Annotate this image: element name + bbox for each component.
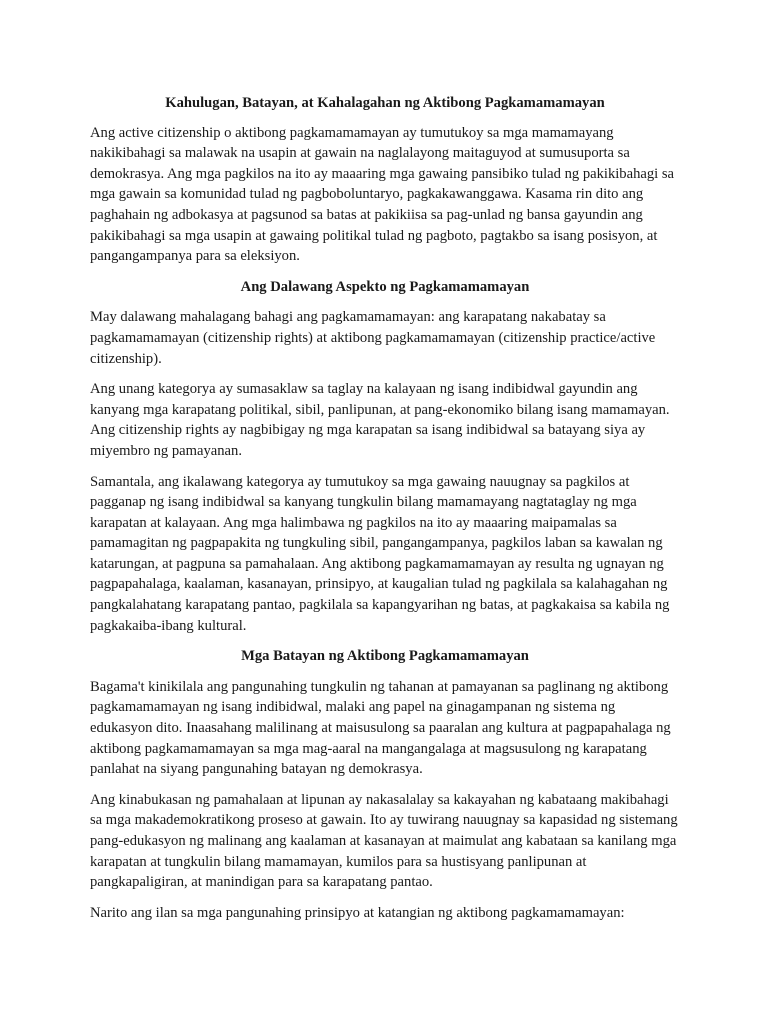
paragraph: May dalawang mahalagang bahagi ang pagkamamamayan: ang karapatang nakabatay sa pagkamamamayan (citizenship rights) at aktibong pagkamamamayan (citizenship practice/active citizenship). [90,309,656,367]
section-heading-batayan: Mga Batayan ng Aktibong Pagkamamamayan [241,648,529,665]
paragraph: Bagama't kinikilala ang pangunahing tungkulin ng tahanan at pamayanan sa paglinang ng aktibong pagkamamamayan ng isang indibidwal, malaki ang papel na ginagampanan ng sistema ng edukasyon dito. Inaasahang malilinang at maisusulong sa paaralan ang kultura at pagpapahalaga ng aktibong pagkamamamayan sa mga mag-aaral na mangangalaga at magsusulong ng karapatang panlahat na siyang pangunahing batayan ng demokrasya. [90,678,671,778]
intro-paragraph: Ang active citizenship o aktibong pagkamamamayan ay tumutukoy sa mga mamamayang nakikibahagi sa malawak na usapin at gawain na naglalayong maitaguyod at sumusuporta sa demokrasya. Ang mga pagkilos na ito ay maaaring mga gawaing pansibiko tulad ng pakikibahagi sa mga gawain sa komunidad tulad ng pagboboluntaryo, pagkakawanggawa. Kasama rin dito ang paghahain ng adbokasya at pagsunod sa batas at pakikiisa sa pag-unlad ng bansa gayundin ang pakikibahagi sa mga usapin at gawaing politikal tulad ng pagboto, pagtakbo sa isang posisyon, at pangangampanya para sa eleksiyon. [90,124,675,265]
paragraph: Ang kinabukasan ng pamahalaan at lipunan ay nakasalalay sa kakayahan ng kabataang makibahagi sa mga makademokratikong proseso at gawain. Ito ay tuwirang nauugnay sa kapasidad ng sistemang pang-edukasyon ng malinang ang kaalaman at kasanayan at maimulat ang kabataan sa kanilang mga karapatan at tungkulin bilang mamamayan, kumilos para sa hustisyang panlipunan at pangkapaligiran, at manindigan para sa karapatang pantao. [90,791,678,891]
paragraph: Ang unang kategorya ay sumasaklaw sa taglay na kalayaan ng isang indibidwal gayundin ang kanyang mga karapatang politikal, sibil, panlipunan, at pang-ekonomiko bilang isang mamamayan. Ang citizenship rights ay nagbibigay ng mga karapatan sa isang indibidwal sa batayang siya ay miyembro ng pamayanan. [90,381,670,459]
paragraph: Narito ang ilan sa mga pangunahing prinsipyo at katangian ng aktibong pagkamamamayan: [90,904,625,921]
section-heading-aspekto: Ang Dalawang Aspekto ng Pagkamamamayan [240,278,530,295]
paragraph: Samantala, ang ikalawang kategorya ay tumutukoy sa mga gawaing nauugnay sa pagkilos at pagganap ng isang indibidwal sa kanyang tungkulin bilang mamamayang nagtataglay ng mga karapatan at kalayaan. Ang mga halimbawa ng pagkilos na ito ay maaaring maipamalas sa pamamagitan ng pagpapakita ng tungkuling sibil, pangangampanya, pagkilos laban sa kawalan ng katarungan, at pagpuna sa pamahalaan. Ang aktibong pagkamamamayan ay resulta ng ugnayan ng pagpapahalaga, kaalaman, kasanayan, prinsipyo, at kaugalian tulad ng pagkilala sa kalahagahan ng pangkalahatang karapatang pantao, pagkilala sa kapangyarihan ng batas, at pagkakaisa sa kabila ng pagkakaiba-ibang kultural. [90,473,670,634]
document-title: Kahulugan, Batayan, at Kahalagahan ng Aktibong Pagkamamamayan [165,95,605,111]
